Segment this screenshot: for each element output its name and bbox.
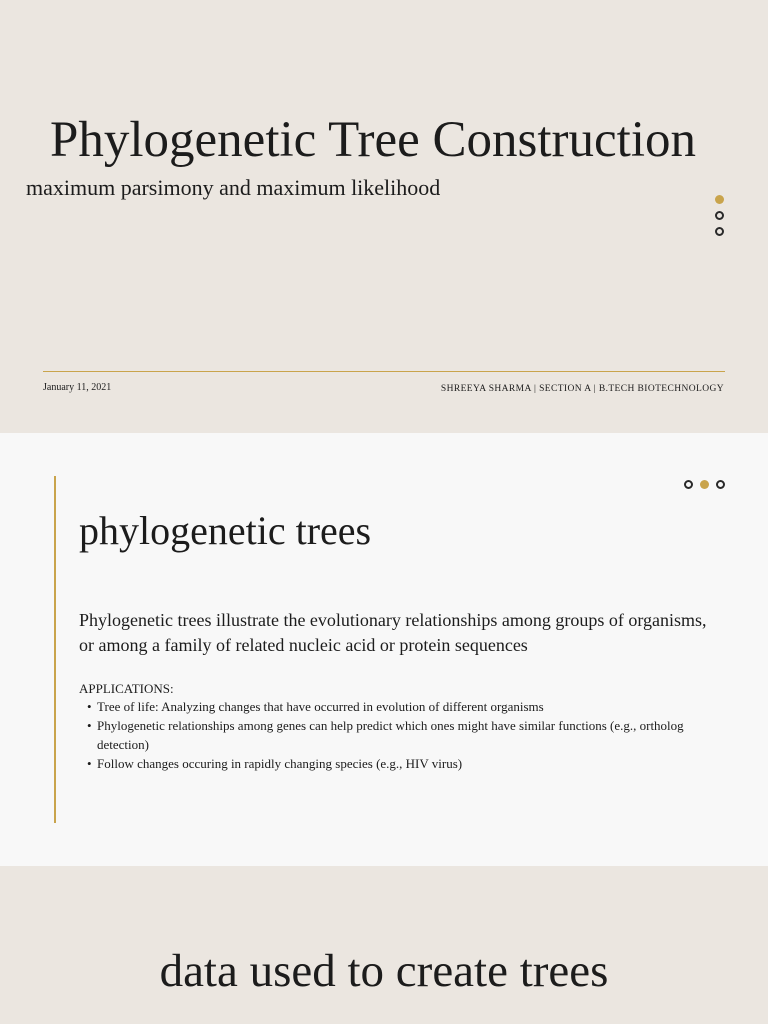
content-slide xyxy=(0,433,768,866)
slide-progress-dots xyxy=(684,480,726,490)
dot-ring-icon xyxy=(715,227,724,236)
bullet-icon: • xyxy=(87,718,92,733)
list-item xyxy=(87,754,727,773)
author-line: SHREEYA SHARMA | SECTION A | B.TECH BIOTECHNOLOGY xyxy=(440,384,724,394)
presentation-title: Phylogenetic Tree Construction xyxy=(50,112,696,168)
applications-list xyxy=(87,697,727,773)
applications-label: APPLICATIONS: xyxy=(79,681,174,696)
bullet-icon: • xyxy=(87,699,92,714)
list-item-text: Follow changes occuring in rapidly changing species (e.g., HIV virus) xyxy=(97,756,463,771)
section-slide xyxy=(0,866,768,1024)
section-title: data used to create trees xyxy=(159,945,609,997)
dot-ring-icon xyxy=(716,480,725,489)
dot-filled-icon xyxy=(700,480,709,489)
list-item xyxy=(87,716,727,754)
list-item xyxy=(87,697,727,716)
list-item-text: Tree of life: Analyzing changes that have occurred in evolution of different organisms xyxy=(97,699,544,714)
accent-bar xyxy=(54,476,56,823)
presentation-subtitle: maximum parsimony and maximum likelihood xyxy=(26,175,441,200)
intro-paragraph: Phylogenetic trees illustrate the evolutionary relationships among groups of organisms, or among a family of related nucleic acid or protein sequences xyxy=(79,610,707,655)
bullet-icon: • xyxy=(87,756,92,771)
dot-ring-icon xyxy=(715,211,724,220)
slide-progress-dots xyxy=(715,195,725,237)
dot-ring-icon xyxy=(684,480,693,489)
divider-line xyxy=(43,371,725,372)
list-item-text: Phylogenetic relationships among genes can help predict which ones might have similar functions (e.g., ortholog detection) xyxy=(97,718,684,752)
dot-filled-icon xyxy=(715,195,724,204)
slide-heading: phylogenetic trees xyxy=(79,508,372,553)
title-slide xyxy=(0,0,768,433)
presentation-date: January 11, 2021 xyxy=(43,382,112,393)
